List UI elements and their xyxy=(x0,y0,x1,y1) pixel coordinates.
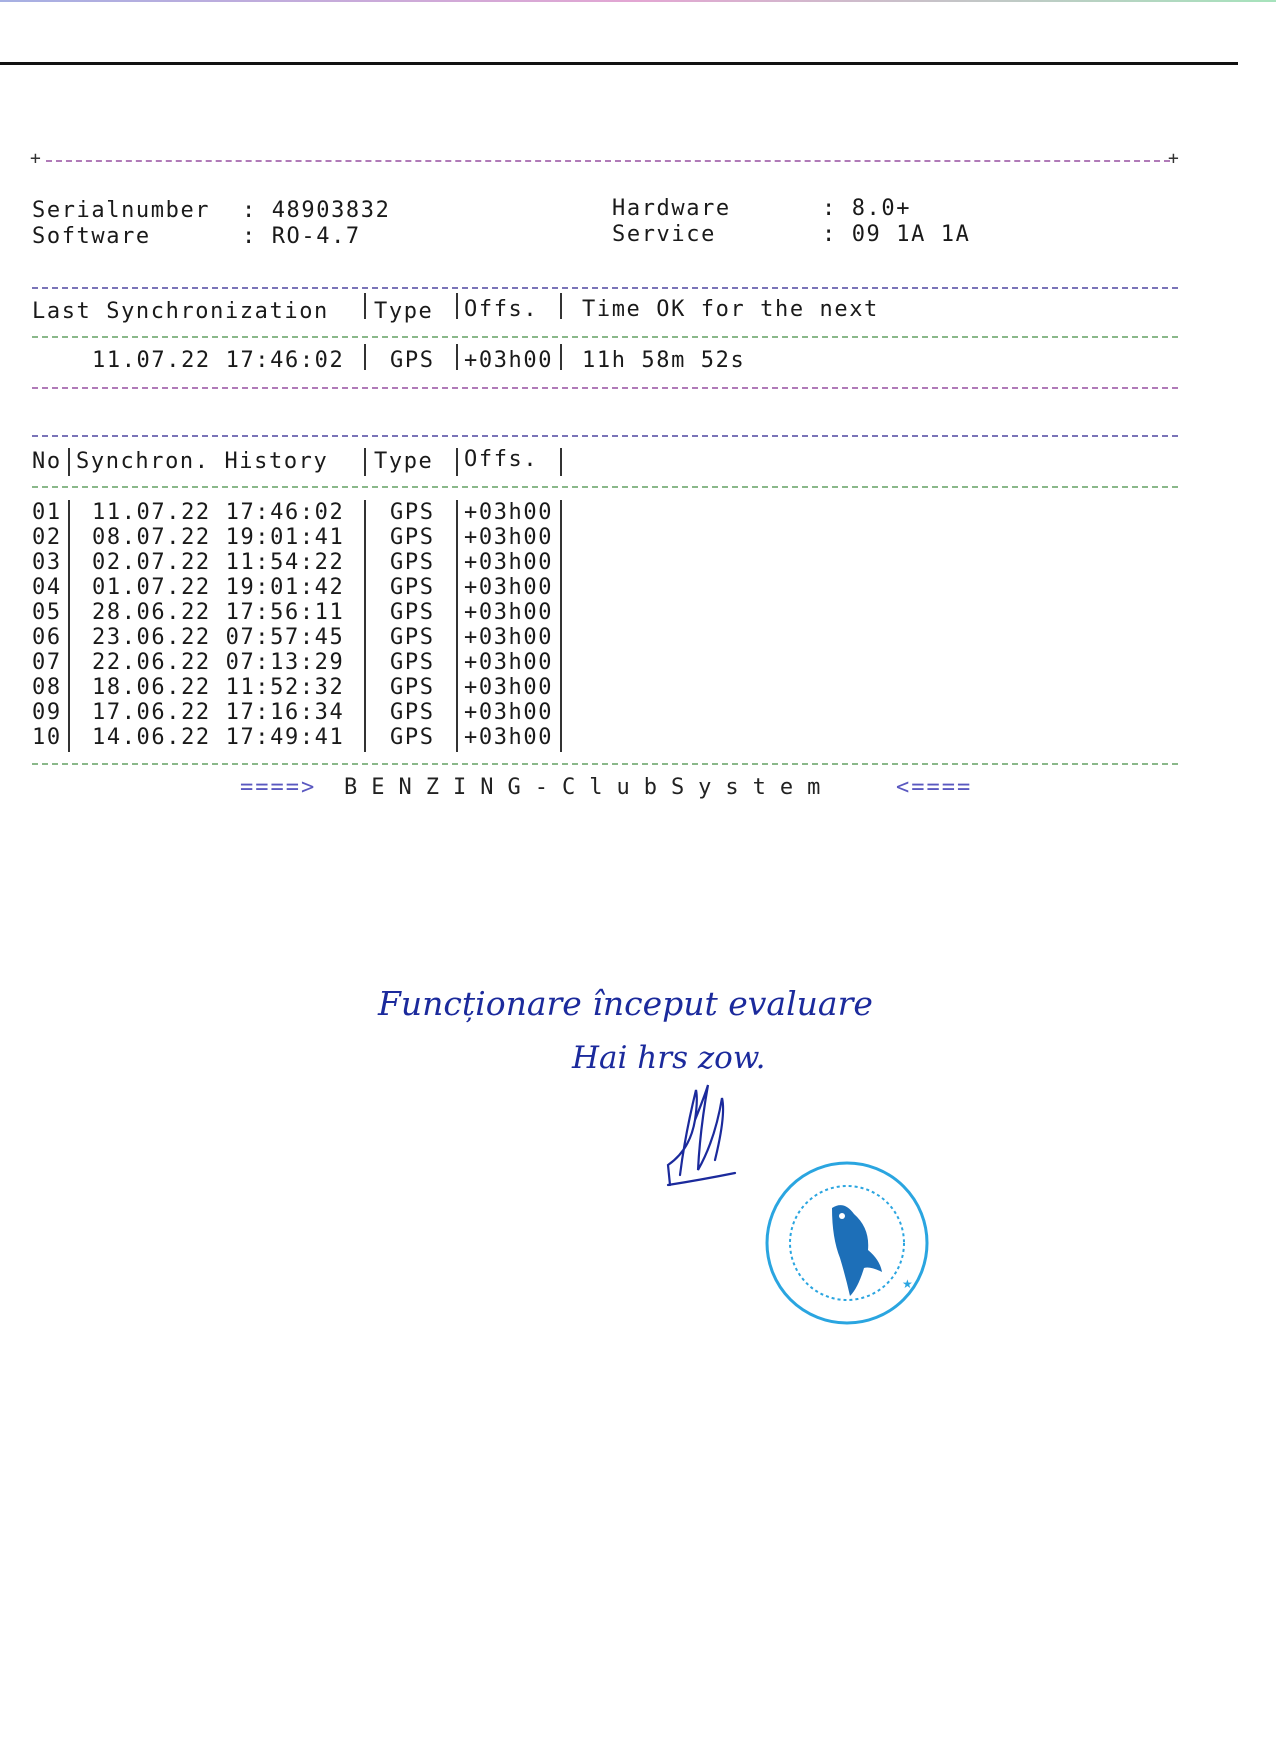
column-separator xyxy=(560,448,562,476)
offs-header: Offs. xyxy=(464,447,539,472)
column-separator xyxy=(68,448,70,476)
row-type: GPS xyxy=(390,575,435,600)
handwritten-note-line2: Hai hrs zow. xyxy=(572,1040,766,1076)
row-type: GPS xyxy=(390,725,435,750)
last-sync-type: GPS xyxy=(390,348,435,373)
row-offs: +03h00 xyxy=(464,675,554,700)
divider xyxy=(32,486,1178,488)
table-row xyxy=(0,700,1276,725)
handwritten-note-line1: Funcționare început evaluare xyxy=(378,984,873,1023)
row-no: 06 xyxy=(32,625,62,650)
column-separator xyxy=(364,344,366,370)
club-stamp xyxy=(762,1158,932,1328)
last-sync-header: Last Synchronization xyxy=(32,299,329,324)
divider xyxy=(32,435,1178,437)
last-sync-offs: +03h00 xyxy=(464,348,554,373)
offs-header: Offs. xyxy=(464,297,539,322)
row-no: 09 xyxy=(32,700,62,725)
column-separator xyxy=(456,293,458,319)
row-no: 08 xyxy=(32,675,62,700)
serial-value: : 48903832 xyxy=(242,198,391,223)
row-offs: +03h00 xyxy=(464,575,554,600)
no-header: No xyxy=(32,449,62,474)
row-type: GPS xyxy=(390,675,435,700)
row-datetime: 02.07.22 11:54:22 xyxy=(92,550,345,575)
serial-label: Serialnumber xyxy=(32,198,211,223)
service-value: : 09 1A 1A xyxy=(822,222,971,247)
column-separator xyxy=(456,448,458,476)
divider xyxy=(32,387,1178,389)
row-datetime: 23.06.22 07:57:45 xyxy=(92,625,345,650)
time-ok-header: Time OK for the next xyxy=(582,297,879,322)
column-separator xyxy=(364,293,366,319)
hardware-value: : 8.0+ xyxy=(822,196,912,221)
table-row xyxy=(0,625,1276,650)
table-row xyxy=(0,575,1276,600)
row-type: GPS xyxy=(390,650,435,675)
footer-arrow-left: ====> xyxy=(240,775,317,800)
row-offs: +03h00 xyxy=(464,650,554,675)
row-no: 05 xyxy=(32,600,62,625)
row-offs: +03h00 xyxy=(464,625,554,650)
row-datetime: 17.06.22 17:16:34 xyxy=(92,700,345,725)
divider xyxy=(32,763,1178,765)
row-type: GPS xyxy=(390,550,435,575)
row-datetime: 28.06.22 17:56:11 xyxy=(92,600,345,625)
software-label: Software xyxy=(32,224,151,249)
row-no: 07 xyxy=(32,650,62,675)
divider xyxy=(46,160,1170,162)
row-offs: +03h00 xyxy=(464,600,554,625)
row-offs: +03h00 xyxy=(464,700,554,725)
row-no: 02 xyxy=(32,525,62,550)
svg-text:★: ★ xyxy=(902,1277,913,1291)
row-no: 10 xyxy=(32,725,62,750)
row-no: 01 xyxy=(32,500,62,525)
row-type: GPS xyxy=(390,525,435,550)
row-type: GPS xyxy=(390,500,435,525)
table-row xyxy=(0,650,1276,675)
row-datetime: 14.06.22 17:49:41 xyxy=(92,725,345,750)
row-offs: +03h00 xyxy=(464,550,554,575)
row-datetime: 08.07.22 19:01:41 xyxy=(92,525,345,550)
row-offs: +03h00 xyxy=(464,525,554,550)
row-no: 04 xyxy=(32,575,62,600)
signature xyxy=(660,1080,750,1195)
column-separator xyxy=(560,344,562,370)
table-row xyxy=(0,600,1276,625)
table-row xyxy=(0,550,1276,575)
hardware-label: Hardware xyxy=(612,196,731,221)
row-datetime: 01.07.22 19:01:42 xyxy=(92,575,345,600)
row-offs: +03h00 xyxy=(464,725,554,750)
table-row xyxy=(0,675,1276,700)
row-datetime: 18.06.22 11:52:32 xyxy=(92,675,345,700)
row-type: GPS xyxy=(390,700,435,725)
row-offs: +03h00 xyxy=(464,500,554,525)
border-corner: + xyxy=(1168,148,1179,169)
footer-arrow-right: <==== xyxy=(896,775,973,800)
row-no: 03 xyxy=(32,550,62,575)
divider xyxy=(32,336,1178,338)
table-row xyxy=(0,525,1276,550)
table-row xyxy=(0,725,1276,750)
page-rule xyxy=(0,62,1238,65)
row-datetime: 11.07.22 17:46:02 xyxy=(92,500,345,525)
service-label: Service xyxy=(612,222,716,247)
software-value: : RO-4.7 xyxy=(242,224,361,249)
last-sync-datetime: 11.07.22 17:46:02 xyxy=(92,348,345,373)
footer-brand: BENZING-ClubSystem xyxy=(344,775,835,800)
column-separator xyxy=(560,293,562,319)
time-ok-value: 11h 58m 52s xyxy=(582,348,746,373)
row-type: GPS xyxy=(390,600,435,625)
column-separator xyxy=(456,344,458,370)
row-type: GPS xyxy=(390,625,435,650)
column-separator xyxy=(364,448,366,476)
type-header: Type xyxy=(374,299,434,324)
top-edge xyxy=(0,0,1276,2)
type-header: Type xyxy=(374,449,434,474)
table-row xyxy=(0,500,1276,525)
divider xyxy=(32,287,1178,289)
row-datetime: 22.06.22 07:13:29 xyxy=(92,650,345,675)
history-header: Synchron. History xyxy=(76,449,329,474)
border-corner: + xyxy=(30,148,41,169)
pigeon-stamp-icon xyxy=(762,1158,932,1328)
